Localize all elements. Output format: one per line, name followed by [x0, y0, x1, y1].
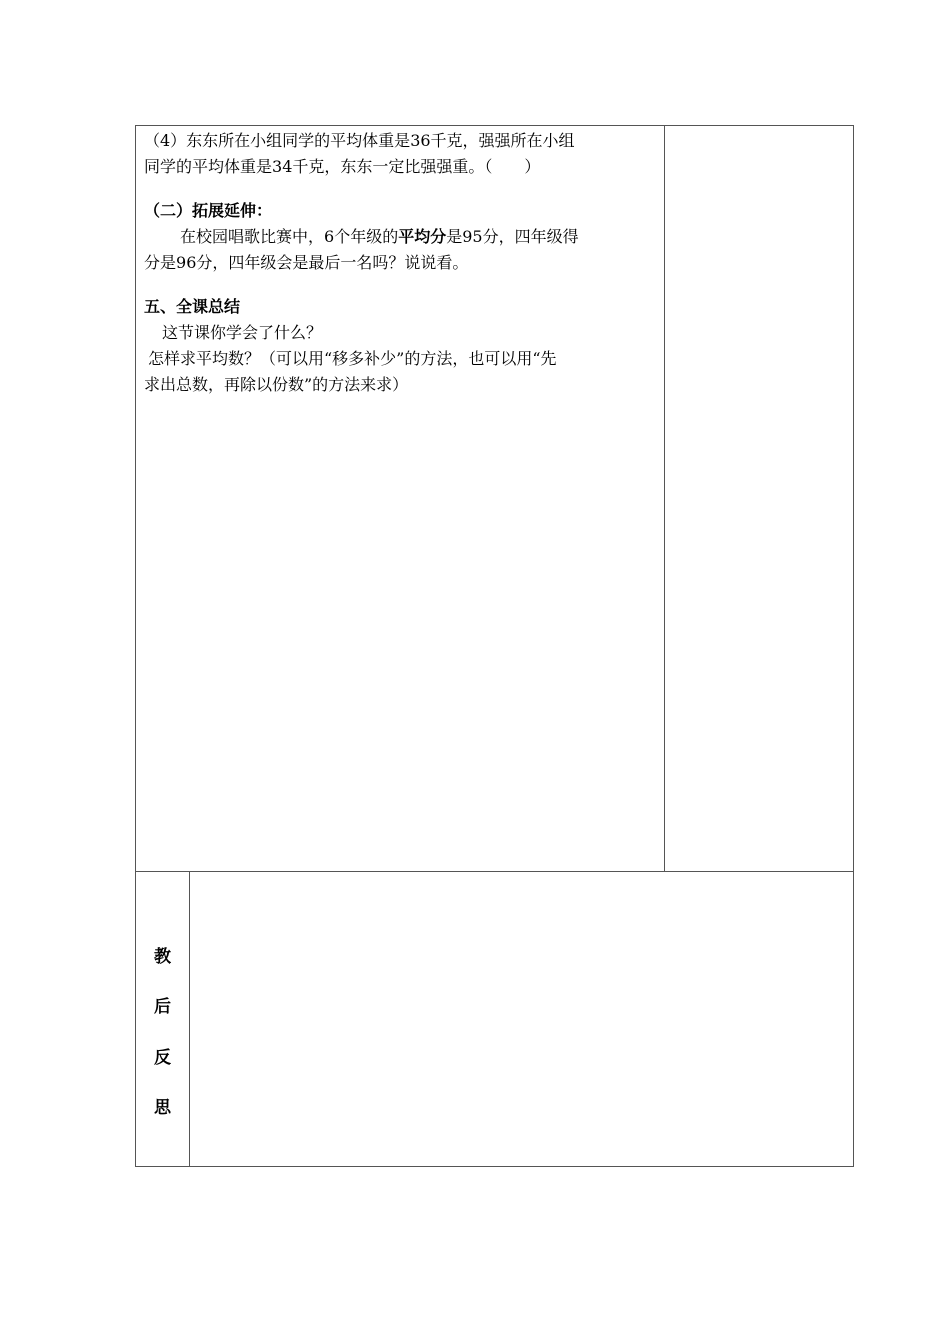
extension-average-score: 95 [462, 227, 483, 246]
extension-heading: （二）拓展延伸： [144, 201, 273, 220]
summary-line-1: 这节课你学会了什么？ [162, 323, 323, 342]
extension-text-f: 分，四年级会是最后一名吗？说说看。 [196, 253, 469, 272]
extension-text-b: 个年级的 [334, 227, 399, 246]
extension-line-2 [144, 250, 656, 276]
reflection-table [135, 871, 854, 1167]
notes-cell [664, 126, 853, 871]
extension-text-d: 分，四年级得 [482, 227, 579, 246]
reflection-label-char-2: 后 [154, 997, 171, 1017]
question-4-line-1 [144, 128, 656, 154]
extension-bold-term: 平均分 [398, 227, 447, 246]
lesson-table [135, 125, 854, 872]
q4-text-c: 同学的平均体重是 [144, 157, 273, 176]
extension-line-1 [144, 224, 656, 250]
q4-number-1: 36 [410, 131, 431, 150]
extension-grade-count: 6 [324, 227, 335, 246]
summary-line-2: 怎样求平均数？（可以用“移多补少”的方法，也可以用“先 [148, 349, 557, 368]
extension-text-c: 是 [446, 227, 463, 246]
q4-text-d: 千克，东东一定比强强重。（ ） [292, 157, 541, 176]
reflection-label-char-3: 反 [154, 1048, 171, 1068]
q4-text-b: 千克，强强所在小组 [430, 131, 575, 150]
q4-number-2: 34 [272, 157, 293, 176]
question-4-line-2 [144, 154, 656, 180]
reflection-label-char-1: 教 [154, 947, 171, 967]
summary-heading: 五、全课总结 [144, 297, 241, 316]
reflection-content-cell [190, 872, 853, 1166]
reflection-label-char-4: 思 [154, 1098, 171, 1118]
summary-line-3: 求出总数，再除以份数”的方法来求） [144, 375, 409, 394]
extension-text-a: 在校园唱歌比赛中， [180, 227, 325, 246]
q4-text-a: （4）东东所在小组同学的平均体重是 [144, 131, 411, 150]
reflection-label-cell [136, 872, 190, 1166]
spacer [144, 180, 656, 198]
extension-grade4-score: 96 [176, 253, 197, 272]
lesson-content-cell [136, 126, 665, 871]
extension-text-e: 分是 [144, 253, 177, 272]
spacer [144, 276, 656, 294]
